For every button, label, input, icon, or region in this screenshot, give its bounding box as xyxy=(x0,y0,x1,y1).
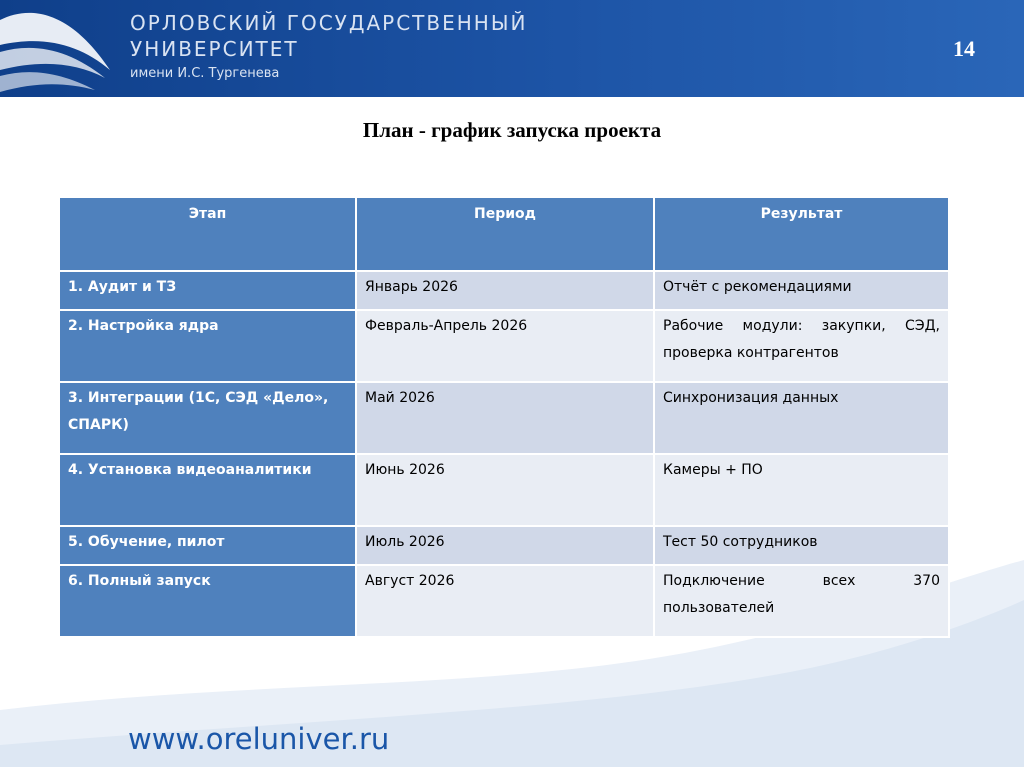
stage-cell: 2. Настройка ядра xyxy=(59,310,356,382)
header-result: Результат xyxy=(654,197,949,271)
result-cell: Камеры + ПО xyxy=(654,454,949,526)
period-cell: Август 2026 xyxy=(356,565,654,637)
period-cell: Январь 2026 xyxy=(356,271,654,310)
header-banner xyxy=(0,0,1024,97)
period-cell: Июль 2026 xyxy=(356,526,654,565)
header-stage: Этап xyxy=(59,197,356,271)
result-cell: Тест 50 сотрудников xyxy=(654,526,949,565)
university-name-line2: УНИВЕРСИТЕТ xyxy=(130,37,299,61)
result-cell: Синхронизация данных xyxy=(654,382,949,454)
table-row xyxy=(59,310,949,382)
stage-cell: 4. Установка видеоаналитики xyxy=(59,454,356,526)
schedule-table xyxy=(58,196,950,638)
university-name-line1: ОРЛОВСКИЙ ГОСУДАРСТВЕННЫЙ xyxy=(130,11,528,35)
table-row xyxy=(59,454,949,526)
period-cell: Февраль-Апрель 2026 xyxy=(356,310,654,382)
table-row xyxy=(59,565,949,637)
period-cell: Май 2026 xyxy=(356,382,654,454)
university-subtitle: имени И.С. Тургенева xyxy=(130,66,280,81)
university-logo-icon xyxy=(0,0,120,97)
table-row xyxy=(59,382,949,454)
stage-cell: 1. Аудит и ТЗ xyxy=(59,271,356,310)
result-cell: Подключение всех 370 пользователей xyxy=(654,565,949,637)
table-row xyxy=(59,526,949,565)
stage-cell: 3. Интеграции (1С, СЭД «Дело», СПАРК) xyxy=(59,382,356,454)
website-link[interactable]: www.oreluniver.ru xyxy=(128,722,390,756)
result-cell: Отчёт с рекомендациями xyxy=(654,271,949,310)
slide-number: 14 xyxy=(953,36,975,61)
result-cell: Рабочие модули: закупки, СЭД, проверка контрагентов xyxy=(654,310,949,382)
page-title: План - график запуска проекта xyxy=(362,118,662,142)
stage-cell: 5. Обучение, пилот xyxy=(59,526,356,565)
university-name xyxy=(130,10,527,62)
period-cell: Июнь 2026 xyxy=(356,454,654,526)
table-row xyxy=(59,271,949,310)
header-period: Период xyxy=(356,197,654,271)
table-header-row xyxy=(59,197,949,271)
stage-cell: 6. Полный запуск xyxy=(59,565,356,637)
